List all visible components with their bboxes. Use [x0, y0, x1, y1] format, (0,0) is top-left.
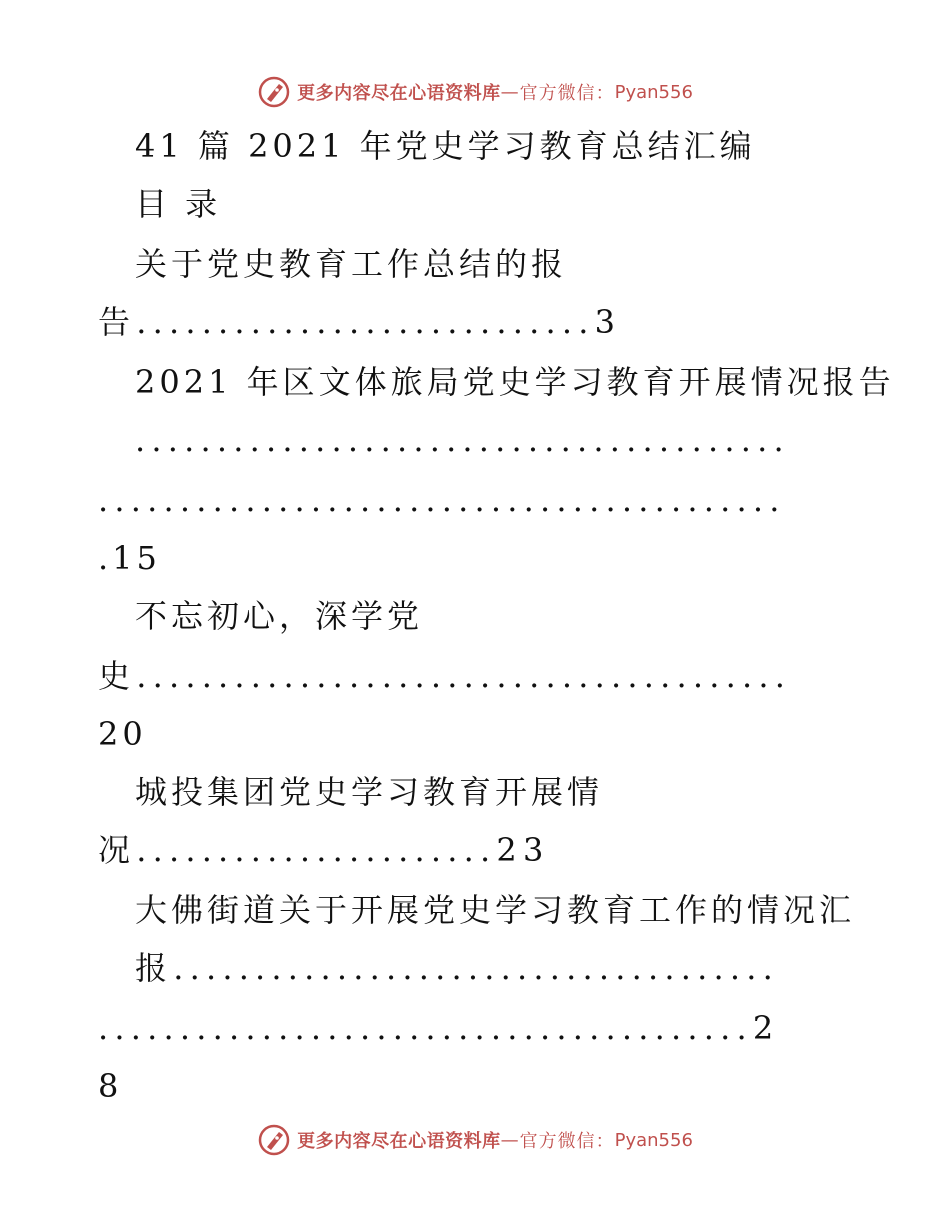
watermark-separator: — — [500, 1129, 520, 1151]
toc-entry-2-title: 2021 年区文体旅局党史学习教育开展情况报告 — [135, 363, 895, 401]
toc-entry-3-title: 不忘初心，深学党 — [135, 597, 424, 635]
toc-entry-1-title: 关于党史教育工作总结的报 — [135, 245, 568, 283]
watermark-separator: — — [500, 81, 520, 103]
toc-entry-3-leader: 史........................................ — [98, 657, 792, 695]
toc-entry-2-leader-a: ........................................ — [135, 421, 790, 459]
toc-entry-1-leader: 告............................3 — [98, 303, 622, 341]
watermark-banner-bottom — [0, 1118, 950, 1162]
pen-nib-circle-icon — [257, 1123, 291, 1157]
toc-entry-2-leader-b: .......................................... — [98, 481, 786, 519]
pen-nib-circle-icon — [257, 75, 291, 109]
toc-entry-4-title: 城投集团党史学习教育开展情 — [135, 773, 604, 811]
toc-entry-5-page: 8 — [98, 1067, 123, 1105]
toc-entry-4-leader: 况......................23 — [98, 831, 550, 869]
watermark-banner-top — [0, 70, 950, 114]
watermark-sub: 官方微信： — [519, 83, 615, 104]
toc-entry-5-leader-b: ........................................2 — [98, 1009, 780, 1047]
watermark-sub: 官方微信： — [519, 1131, 615, 1152]
toc-entry-2-page: .15 — [98, 539, 161, 577]
toc-entry-5-title: 大佛街道关于开展党史学习教育工作的情况汇 — [135, 891, 856, 929]
watermark-brand: 更多内容尽在心语资料库 — [297, 1131, 501, 1152]
toc-entry-5-leader-a: 报..................................... — [135, 949, 779, 987]
watermark-wechat-id: Pyan556 — [614, 1129, 693, 1151]
document-title: 41 篇 2021 年党史学习教育总结汇编 — [135, 127, 756, 165]
toc-entry-3-page: 20 — [98, 715, 147, 753]
watermark-brand: 更多内容尽在心语资料库 — [297, 83, 501, 104]
toc-heading: 目 录 — [135, 185, 222, 223]
watermark-wechat-id: Pyan556 — [614, 81, 693, 103]
